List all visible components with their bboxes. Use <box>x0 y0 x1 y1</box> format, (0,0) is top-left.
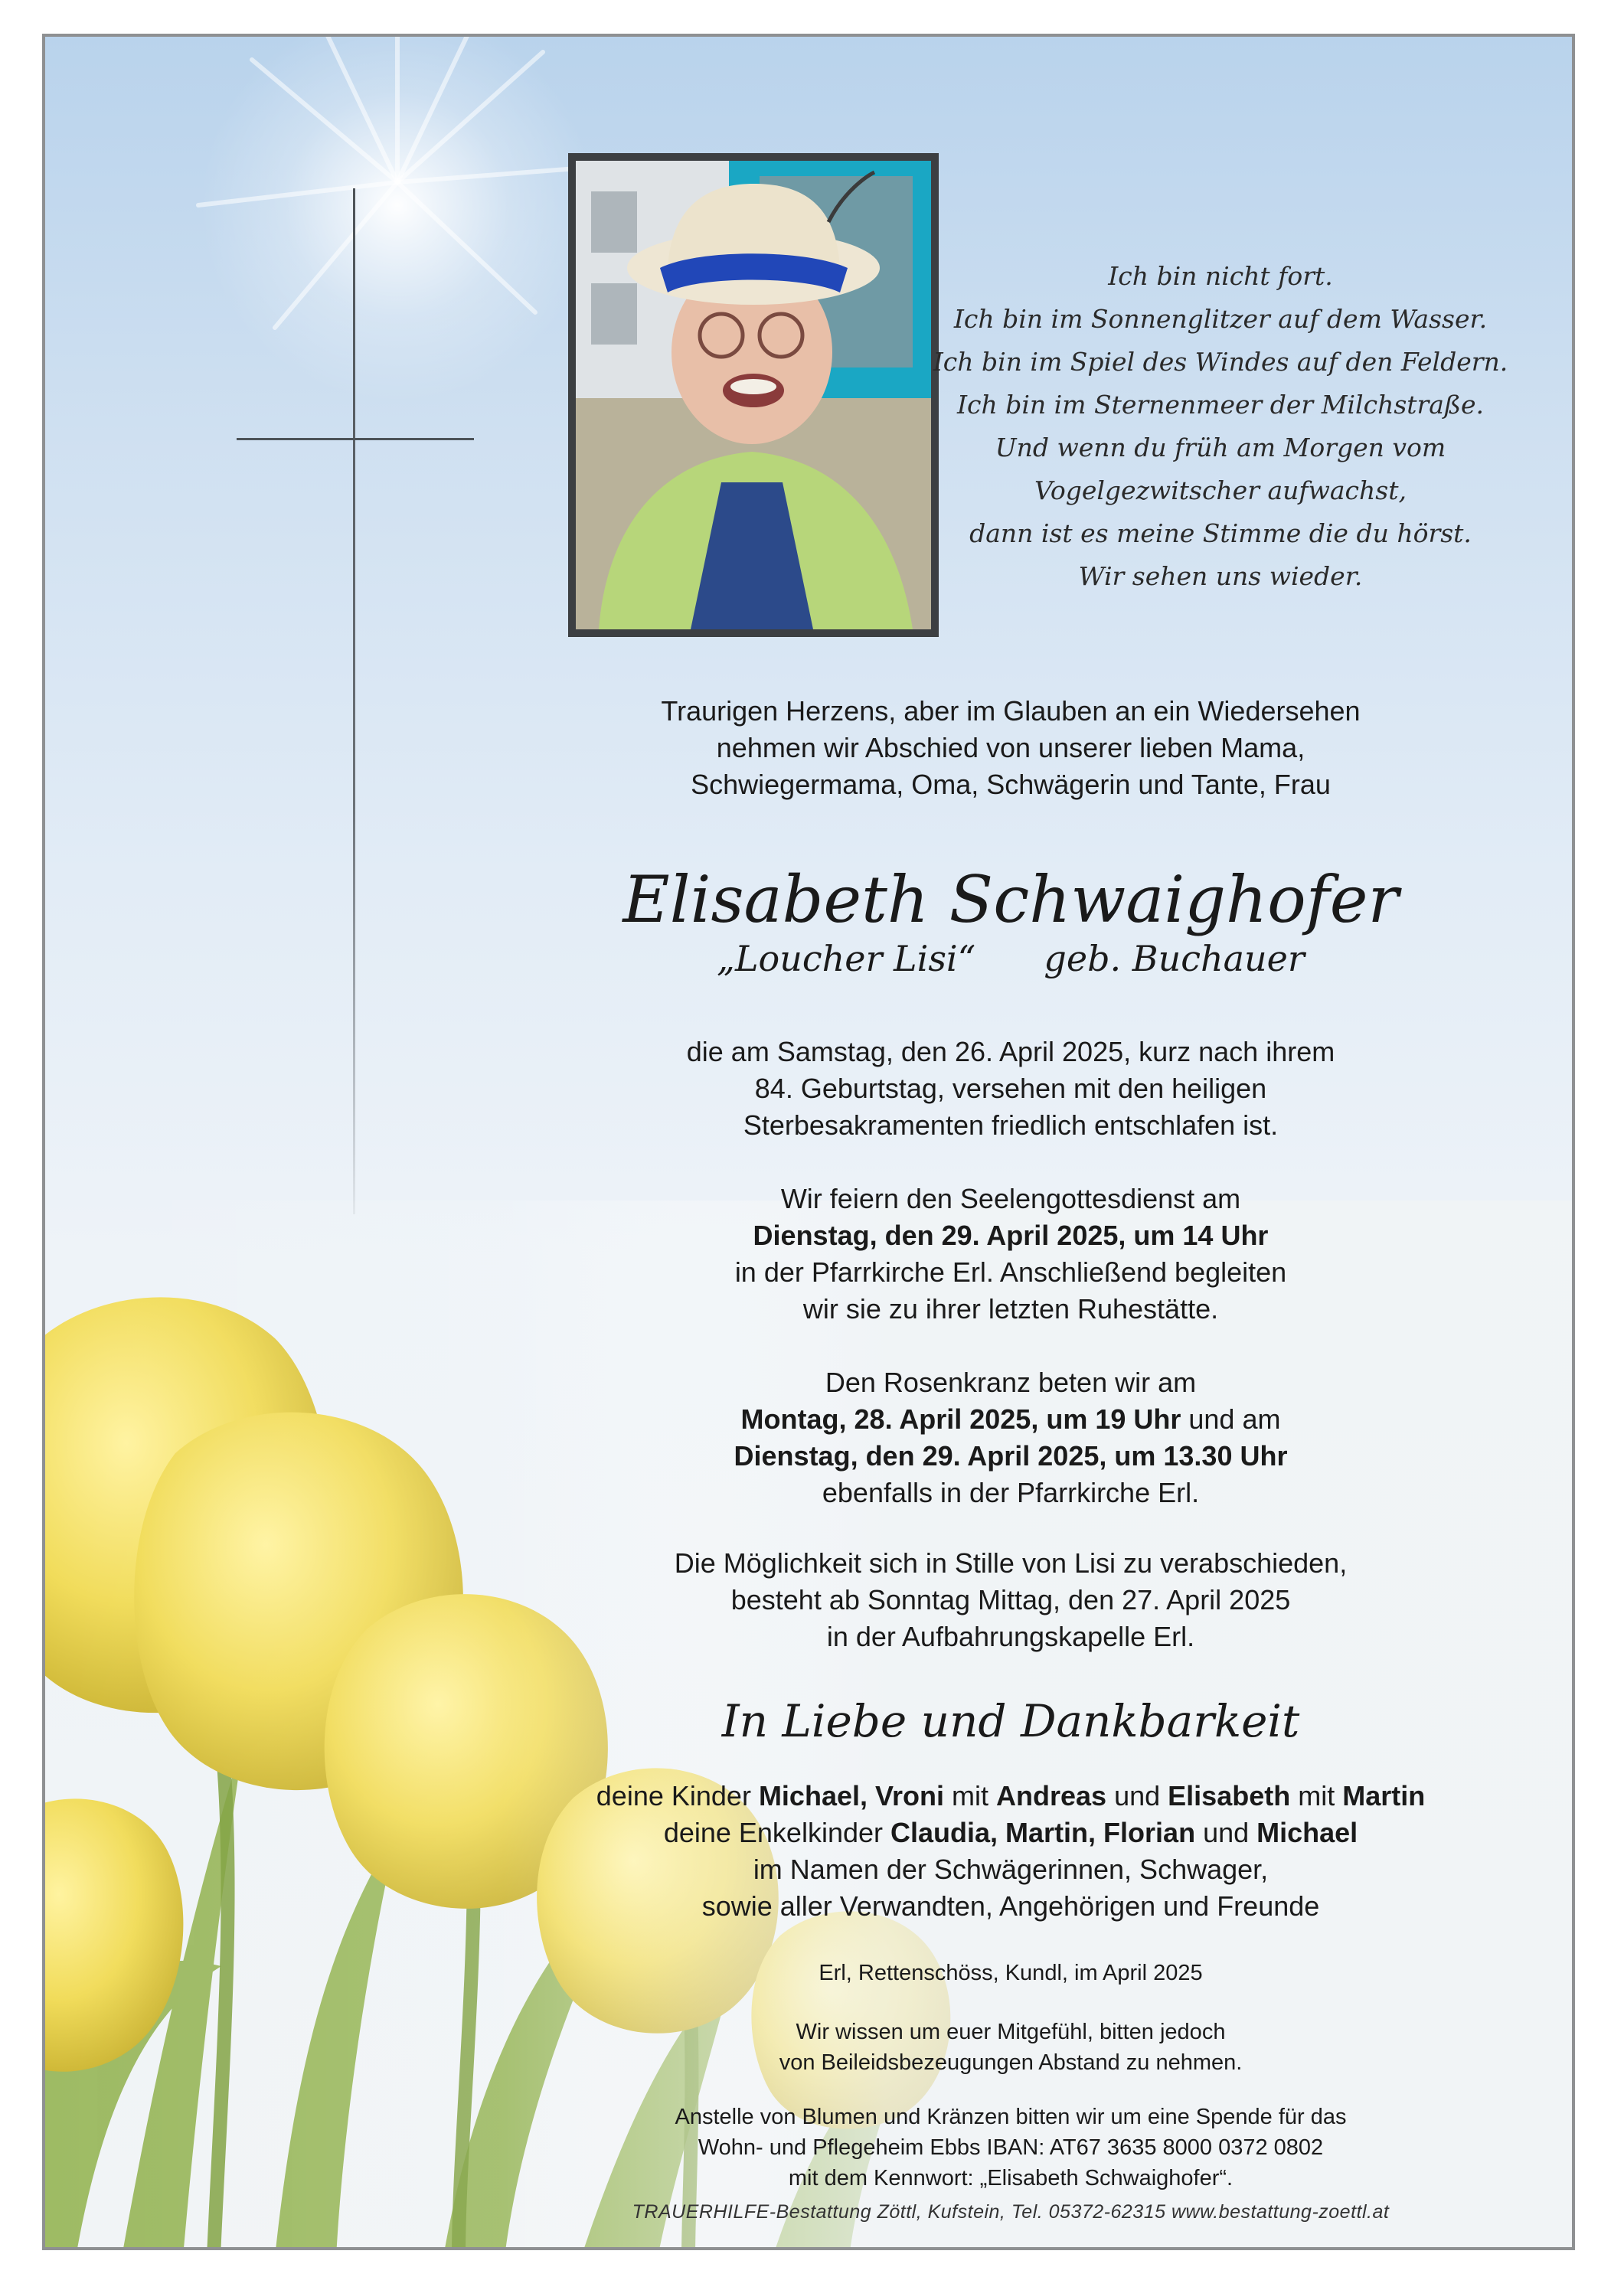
condolence-note <box>413 2017 1608 2078</box>
rosary-date-2: Dienstag, den 29. April 2025, um 13.30 Uhr <box>734 1440 1288 1472</box>
poem-line: Wir sehen uns wieder. <box>1078 561 1363 591</box>
poem <box>891 255 1550 598</box>
birth-name: geb. Buchauer <box>1044 938 1305 979</box>
mourners-children <box>413 1778 1608 1815</box>
mourner-name: Elisabeth <box>1168 1780 1291 1811</box>
donation-note <box>413 2102 1608 2194</box>
mourners-text: und <box>1106 1780 1168 1811</box>
mourners-line: im Namen der Schwägerinnen, Schwager, <box>753 1854 1269 1885</box>
mourners-grandchildren <box>413 1815 1608 1851</box>
funeral-line: in der Pfarrkirche Erl. Anschließend begleiten <box>734 1256 1287 1288</box>
farewell-line: besteht ab Sonntag Mittag, den 27. April 2025 <box>730 1584 1291 1615</box>
place-date: Erl, Rettenschöss, Kundl, im April 2025 <box>819 1961 1203 1985</box>
poem-line: dann ist es meine Stimme die du hörst. <box>969 518 1472 548</box>
donation-line: mit dem Kennwort: „Elisabeth Schwaighofer“. <box>788 2166 1234 2190</box>
poem-line: Ich bin im Spiel des Windes auf den Feldern. <box>933 347 1508 377</box>
death-notice-line: Sterbesakramenten friedlich entschlafen ist. <box>743 1109 1279 1141</box>
rosary-and: und am <box>1181 1403 1281 1435</box>
undertaker-footer: TRAUERHILFE-Bestattung Zöttl, Kufstein, Tel. 05372-62315 www.bestattung-zoettl.at <box>632 2201 1390 2223</box>
poem-line: Ich bin im Sternenmeer der Milchstraße. <box>956 390 1485 420</box>
poem-line: Und wenn du früh am Morgen vom <box>995 433 1446 462</box>
condolence-line: von Beileidsbezeugungen Abstand zu nehmen. <box>779 2050 1243 2075</box>
donation-line: Anstelle von Blumen und Kränzen bitten wir um eine Spende für das <box>675 2105 1347 2129</box>
funeral-line: wir sie zu ihrer letzten Ruhestätte. <box>802 1293 1219 1325</box>
mourner-name: Michael, Vroni <box>758 1780 945 1811</box>
intro-line: Schwiegermama, Oma, Schwägerin und Tante, Frau <box>691 769 1331 800</box>
mourner-name: Andreas <box>996 1780 1107 1811</box>
portrait-photo <box>568 153 939 637</box>
funeral-info <box>413 1181 1608 1328</box>
farewell-info <box>413 1545 1608 1655</box>
rosary-line: ebenfalls in der Pfarrkirche Erl. <box>822 1477 1200 1508</box>
mourner-name: Michael <box>1256 1817 1358 1848</box>
farewell-line: Die Möglichkeit sich in Stille von Lisi zu verabschieden, <box>674 1547 1348 1579</box>
intro-line: Traurigen Herzens, aber im Glauben an ein Wiedersehen <box>661 695 1361 727</box>
cross-vertical-bar <box>353 188 355 1214</box>
closing-title: In Liebe und Dankbarkeit <box>721 1695 1300 1747</box>
nickname: „Loucher Lisi“ <box>717 938 976 979</box>
intro-line: nehmen wir Abschied von unserer lieben Mama, <box>716 732 1305 763</box>
condolence-line: Wir wissen um euer Mitgefühl, bitten jedoch <box>796 2020 1226 2044</box>
poem-line: Ich bin nicht fort. <box>1108 261 1333 291</box>
mourners-text: und <box>1195 1817 1257 1848</box>
death-notice <box>413 1034 1608 1144</box>
deceased-aliases <box>413 936 1608 982</box>
rosary-info <box>413 1364 1608 1511</box>
poem-line: Vogelgezwitscher aufwachst, <box>1034 475 1407 505</box>
cross-horizontal-bar <box>237 438 474 440</box>
rosary-line: Den Rosenkranz beten wir am <box>825 1367 1197 1398</box>
deceased-name: Elisabeth Schwaighofer <box>622 862 1399 937</box>
mourners-text: deine Kinder <box>596 1780 759 1811</box>
mourner-name: Claudia, Martin, Florian <box>890 1817 1196 1848</box>
mourners-text: mit <box>1290 1780 1343 1811</box>
intro-text <box>413 693 1608 803</box>
funeral-line: Wir feiern den Seelengottesdienst am <box>780 1183 1241 1214</box>
mourner-name: Martin <box>1342 1780 1426 1811</box>
farewell-line: in der Aufbahrungskapelle Erl. <box>826 1621 1195 1652</box>
poem-line: Ich bin im Sonnenglitzer auf dem Wasser. <box>953 304 1488 334</box>
death-notice-line: 84. Geburtstag, versehen mit den heiligen <box>754 1073 1267 1104</box>
mourners-line: sowie aller Verwandten, Angehörigen und Freunde <box>701 1890 1320 1922</box>
mourners-text: mit <box>944 1780 997 1811</box>
mourners <box>413 1778 1608 1925</box>
mourners-text: deine Enkelkinder <box>663 1817 891 1848</box>
death-notice-line: die am Samstag, den 26. April 2025, kurz nach ihrem <box>686 1036 1335 1067</box>
rosary-date-1: Montag, 28. April 2025, um 19 Uhr <box>740 1403 1181 1435</box>
funeral-date: Dienstag, den 29. April 2025, um 14 Uhr <box>753 1220 1269 1251</box>
donation-line: Wohn- und Pflegeheim Ebbs IBAN: AT67 3635 8000 0372 0802 <box>698 2135 1324 2160</box>
portrait-image <box>576 161 931 629</box>
